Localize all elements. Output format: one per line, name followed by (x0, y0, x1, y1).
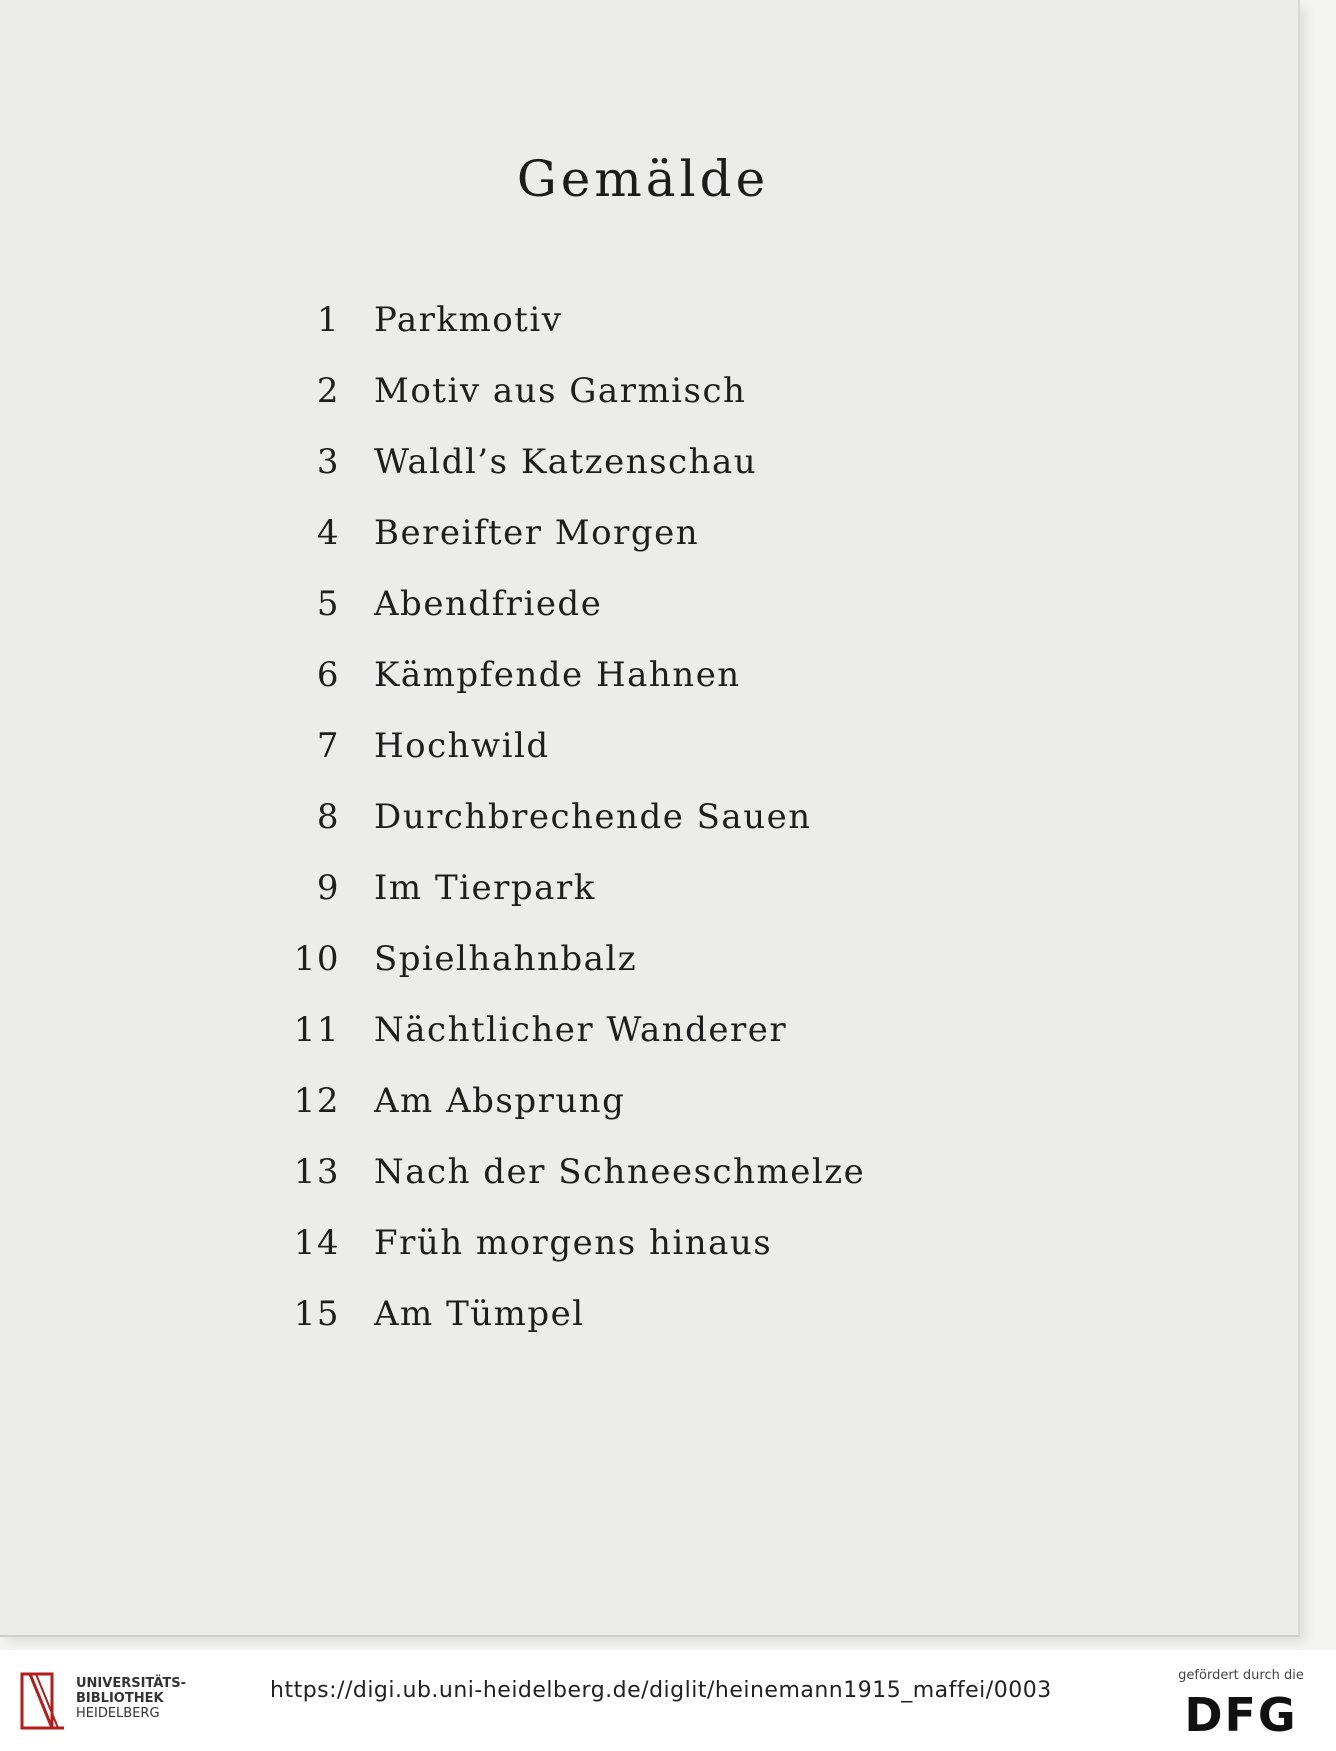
list-item (0, 726, 1000, 776)
funding-text: gefördert durch die (1178, 1668, 1304, 1683)
list-item (0, 1223, 1000, 1273)
entry-number: 2 (316, 371, 340, 411)
list-item (0, 797, 1000, 847)
page-title (0, 150, 1298, 208)
list-item (0, 584, 1000, 634)
entry-label: Früh morgens hinaus (374, 1223, 773, 1263)
entry-number: 13 (293, 1152, 340, 1192)
list-item (0, 442, 1000, 492)
entry-label: Parkmotiv (374, 300, 563, 340)
footer-bar (0, 1656, 1336, 1751)
entry-label: Hochwild (374, 726, 550, 766)
list-item (0, 300, 1000, 350)
entry-label: Nächtlicher Wanderer (374, 1010, 788, 1050)
entry-number: 11 (293, 1010, 340, 1050)
entry-number: 1 (316, 300, 340, 340)
list-item (0, 1294, 1000, 1344)
library-line-1: UNIVERSITÄTS- (76, 1676, 186, 1691)
dfg-logo: DFG (1184, 1688, 1298, 1742)
entry-label: Nach der Schneeschmelze (374, 1152, 866, 1192)
list-item (0, 868, 1000, 918)
list-item (0, 371, 1000, 421)
entry-number: 5 (316, 584, 340, 624)
library-line-3: HEIDELBERG (76, 1706, 160, 1721)
entry-label: Durchbrechende Sauen (374, 797, 812, 837)
entry-number: 9 (316, 868, 340, 908)
list-item (0, 1081, 1000, 1131)
list-item (0, 513, 1000, 563)
library-line-2: BIBLIOTHEK (76, 1691, 164, 1706)
entry-label: Bereifter Morgen (374, 513, 700, 553)
entry-label: Am Absprung (374, 1081, 626, 1121)
entry-number: 6 (316, 655, 340, 695)
entry-label: Motiv aus Garmisch (374, 371, 747, 411)
entry-number: 14 (293, 1223, 340, 1263)
list-item (0, 655, 1000, 705)
entry-number: 4 (316, 513, 340, 553)
entry-label: Am Tümpel (374, 1294, 585, 1334)
library-logo-icon (16, 1666, 72, 1736)
entry-number: 3 (316, 442, 340, 482)
source-url-link[interactable]: https://digi.ub.uni-heidelberg.de/diglit/heinemann1915_maffei/0003 (270, 1678, 1052, 1703)
entry-number: 7 (316, 726, 340, 766)
entry-number: 15 (293, 1294, 340, 1334)
entry-label: Im Tierpark (374, 868, 596, 908)
entry-label: Kämpfende Hahnen (374, 655, 741, 695)
entry-label: Waldl’s Katzenschau (374, 442, 758, 482)
entry-number: 10 (293, 939, 340, 979)
entry-label: Abendfriede (374, 584, 603, 624)
entry-number: 12 (293, 1081, 340, 1121)
list-item (0, 1152, 1000, 1202)
list-item (0, 939, 1000, 989)
library-name (76, 1676, 186, 1721)
entry-label: Spielhahnbalz (374, 939, 638, 979)
list-item (0, 1010, 1000, 1060)
page-title-text: Gemälde (516, 150, 770, 208)
entry-number: 8 (316, 797, 340, 837)
